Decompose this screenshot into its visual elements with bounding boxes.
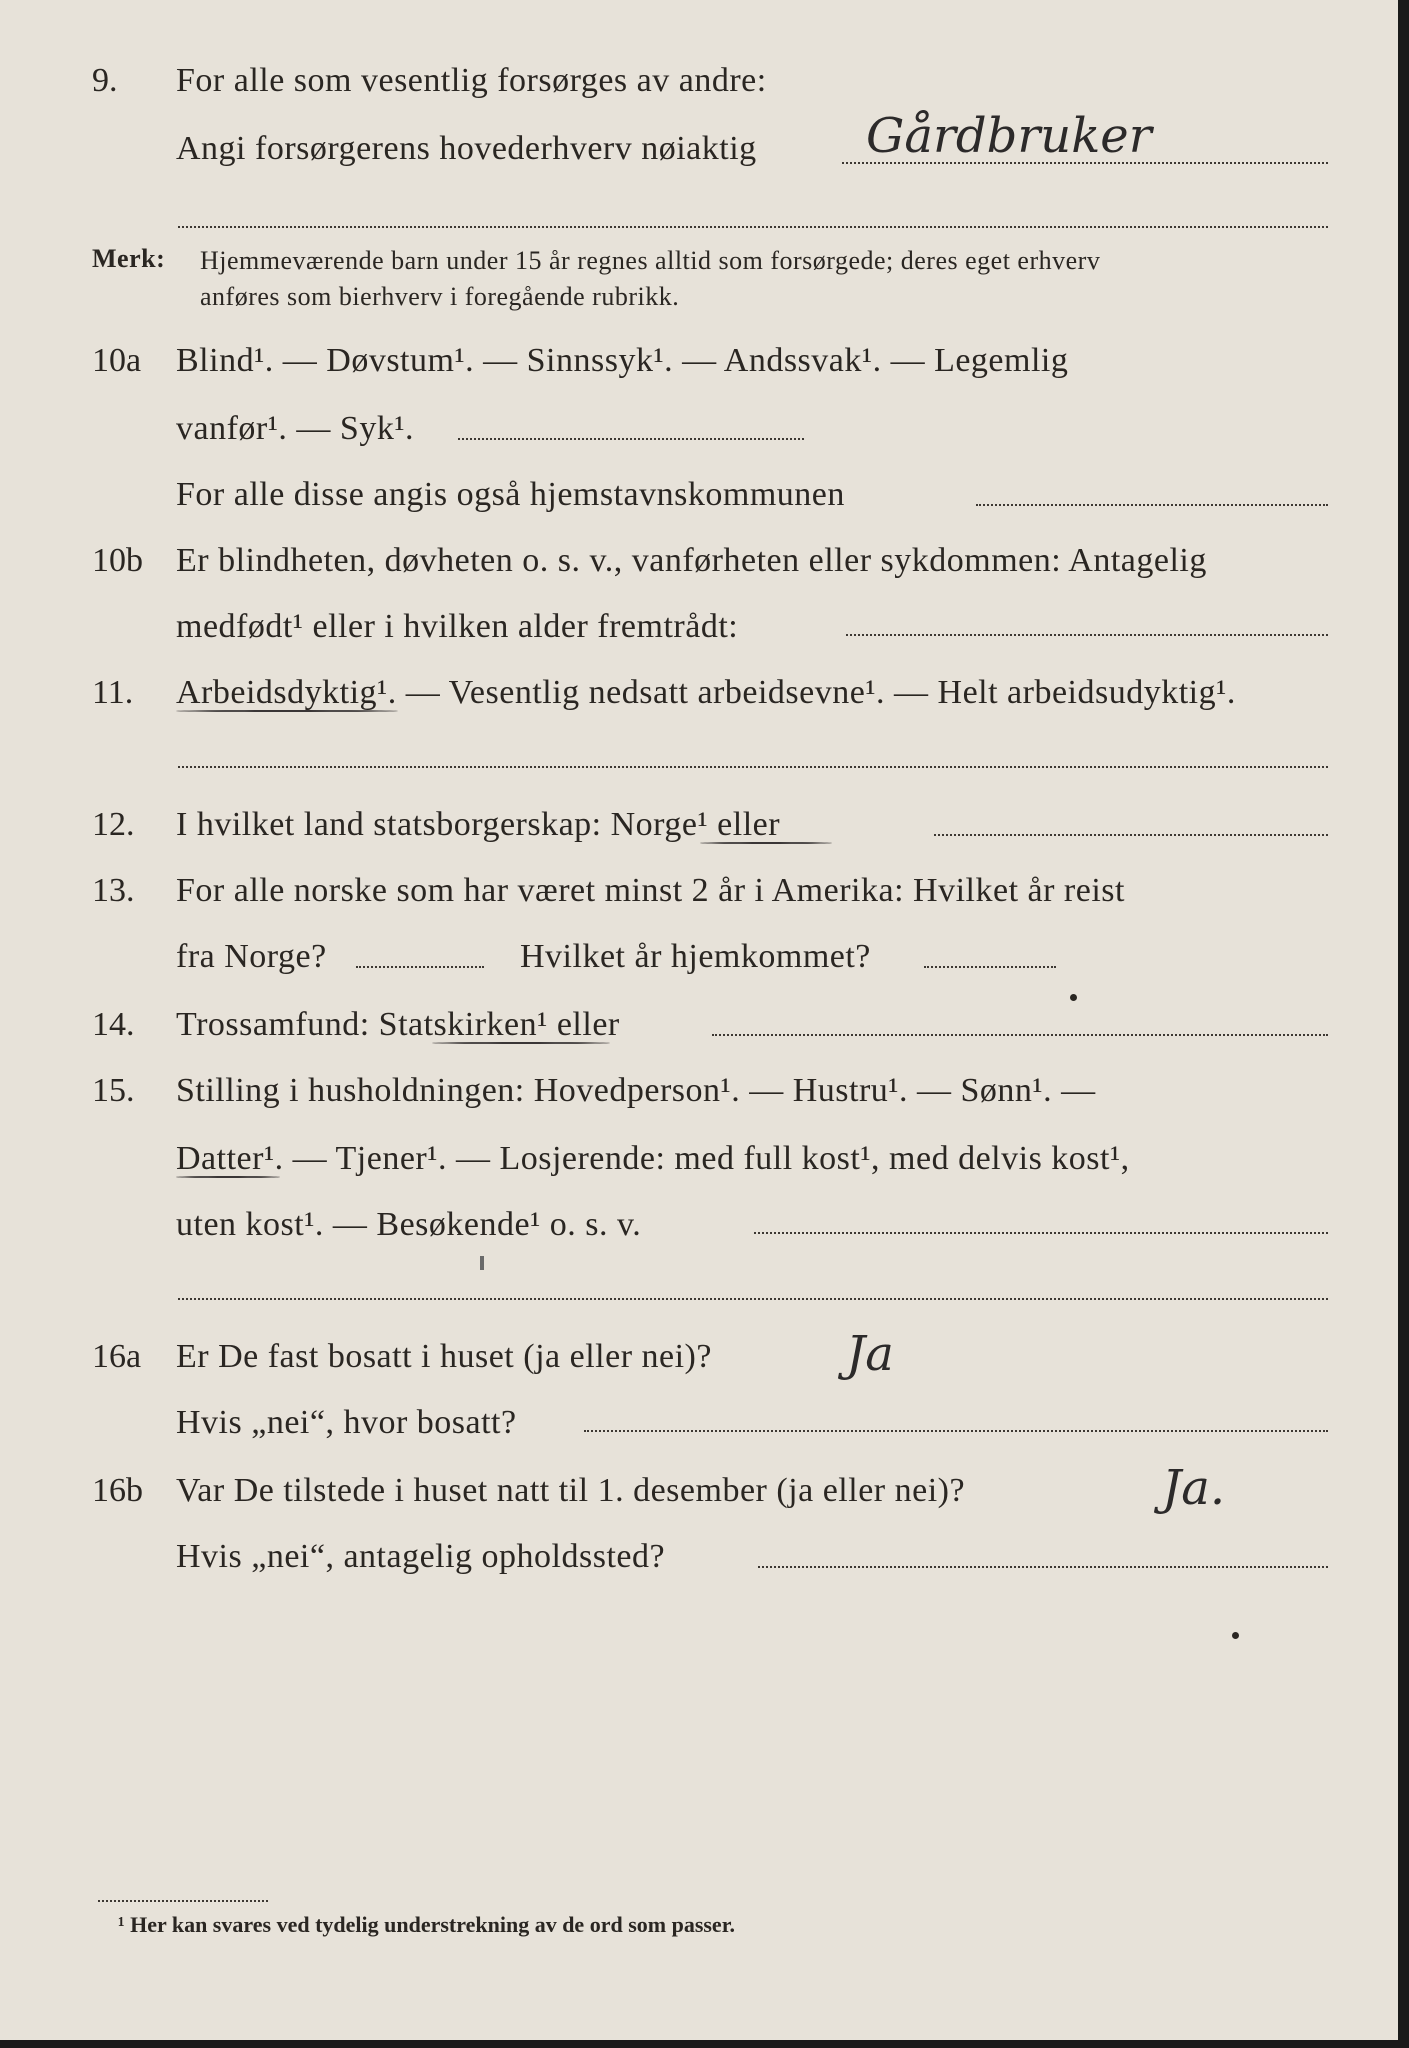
q10b-line2: medfødt¹ eller i hvilken alder fremtrådt: xyxy=(176,608,739,645)
q16b-handwritten-answer: Ja. xyxy=(1162,1460,1226,1516)
q11-number: 11. xyxy=(92,674,134,711)
q15-line1: Stilling i husholdningen: Hovedperson¹. — Hustru¹. — Sønn¹. — xyxy=(176,1072,1096,1109)
merk-label: Merk: xyxy=(92,244,166,273)
q14-underline-mark xyxy=(432,1042,610,1044)
q10a-line3: For alle disse angis også hjemstavnskommunen xyxy=(176,476,845,513)
q16a-handwritten-answer: Ja xyxy=(846,1326,894,1382)
q13-reist-line xyxy=(356,966,484,968)
q12-underline-mark xyxy=(700,842,832,844)
q9-extra-line xyxy=(178,226,1328,228)
q10b-number: 10b xyxy=(92,542,143,579)
q16b-line1: Var De tilstede i huset natt til 1. desember (ja eller nei)? xyxy=(176,1472,966,1509)
footnote: ¹ Her kan svares ved tydelig understrekning av de ord som passer. xyxy=(118,1912,735,1937)
q12-line1: I hvilket land statsborgerskap: Norge¹ eller xyxy=(176,806,781,843)
q11-line1: Arbeidsdyktig¹. — Vesentlig nedsatt arbeidsevne¹. — Helt arbeidsudyktig¹. xyxy=(176,674,1236,711)
q15-line3: uten kost¹. — Besøkende¹ o. s. v. xyxy=(176,1206,642,1243)
q13-line1: For alle norske som har været minst 2 år i Amerika: Hvilket år reist xyxy=(176,872,1125,909)
merk-line1: Hjemmeværende barn under 15 år regnes alltid som forsørgede; deres eget erhverv xyxy=(200,246,1101,275)
q10a-kommune-line xyxy=(976,504,1328,506)
pencil-mark xyxy=(480,1256,484,1270)
q16a-number: 16a xyxy=(92,1338,142,1375)
q13-line2a: fra Norge? xyxy=(176,938,327,975)
q13-hjemkommet-line xyxy=(924,966,1056,968)
q12-answer-line xyxy=(934,834,1328,836)
q15-answer-line xyxy=(754,1232,1328,1234)
q16b-line2: Hvis „nei“, antagelig opholdssted? xyxy=(176,1538,666,1575)
q14-line1: Trossamfund: Statskirken¹ eller xyxy=(176,1006,620,1043)
q13-line2b: Hvilket år hjemkommet? xyxy=(520,938,871,975)
q13-number: 13. xyxy=(92,872,135,909)
q16a-line1: Er De fast bosatt i huset (ja eller nei)? xyxy=(176,1338,712,1375)
q10a-line2: vanfør¹. — Syk¹. xyxy=(176,410,415,447)
q16a-line2: Hvis „nei“, hvor bosatt? xyxy=(176,1404,517,1441)
q9-line2: Angi forsørgerens hovederhverv nøiaktig xyxy=(176,130,757,167)
q16a-answer-line xyxy=(584,1430,1328,1432)
q10a-syk-line xyxy=(458,438,804,440)
q9-line1: For alle som vesentlig forsørges av andre: xyxy=(176,62,767,99)
ink-dot xyxy=(1232,1632,1239,1639)
merk-line2: anføres som bierhverv i foregående rubrikk. xyxy=(200,282,680,311)
q10a-line1: Blind¹. — Døvstum¹. — Sinnssyk¹. — Andssvak¹. — Legemlig xyxy=(176,342,1069,379)
q14-number: 14. xyxy=(92,1006,135,1043)
q16b-number: 16b xyxy=(92,1472,143,1509)
q10b-line1: Er blindheten, døvheten o. s. v., vanførheten eller sykdommen: Antagelig xyxy=(176,542,1207,579)
q15-underline-mark xyxy=(176,1176,280,1178)
ink-dot xyxy=(1070,994,1077,1001)
q10a-number: 10a xyxy=(92,342,142,379)
q11-underline-mark xyxy=(176,710,398,712)
q16b-answer-line xyxy=(758,1566,1328,1568)
q15-line2: Datter¹. — Tjener¹. — Losjerende: med full kost¹, med delvis kost¹, xyxy=(176,1140,1130,1177)
q11-extra-line xyxy=(178,766,1328,768)
q12-number: 12. xyxy=(92,806,135,843)
q15-extra-line xyxy=(178,1298,1328,1300)
q15-number: 15. xyxy=(92,1072,135,1109)
footnote-rule xyxy=(98,1900,268,1902)
q9-number: 9. xyxy=(92,62,118,99)
q9-handwritten-answer: Gårdbruker xyxy=(866,108,1152,164)
q14-answer-line xyxy=(712,1034,1328,1036)
q10b-answer-line xyxy=(846,634,1328,636)
